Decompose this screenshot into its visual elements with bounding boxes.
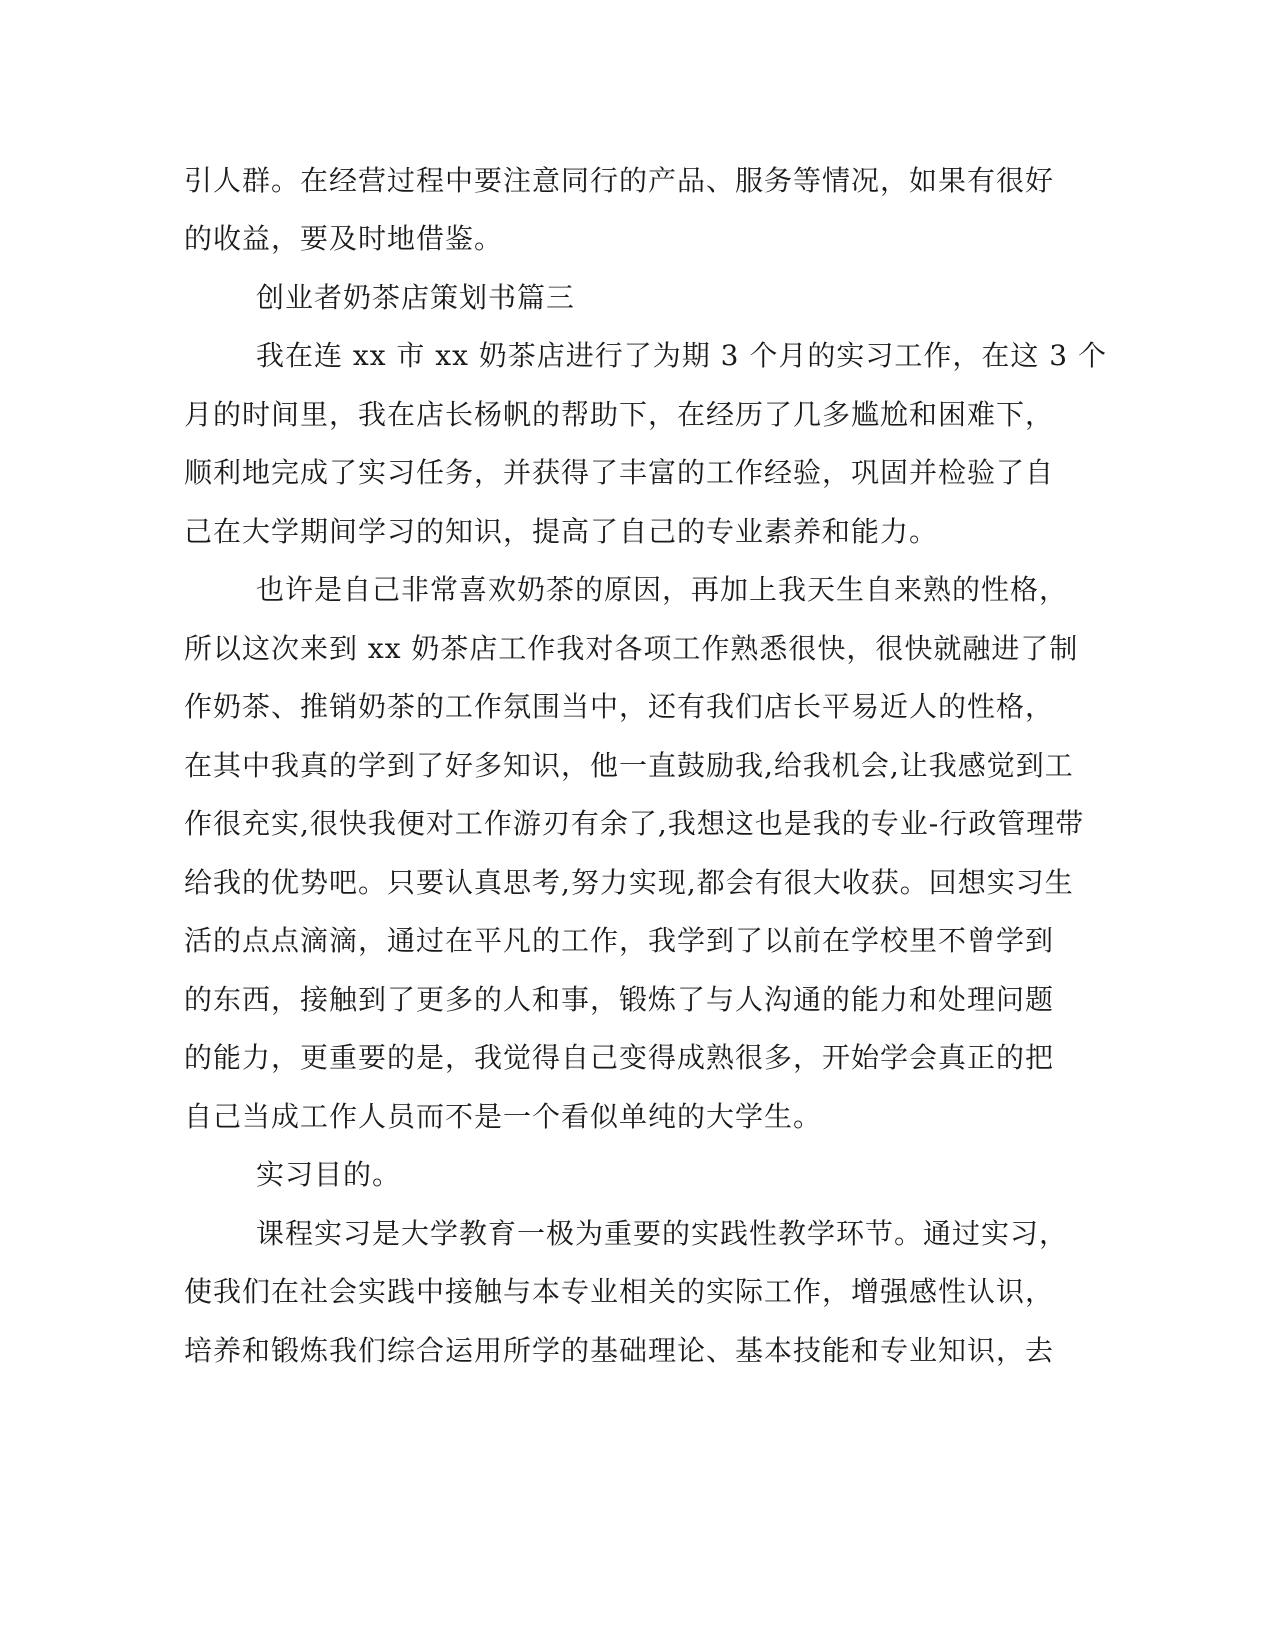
text-line: 作奶茶、推销奶茶的工作氛围当中，还有我们店长平易近人的性格， [184, 690, 1055, 723]
text-line: 的东西，接触到了更多的人和事，锻炼了与人沟通的能力和处理问题 [184, 983, 1055, 1016]
text-line: 培养和锻炼我们综合运用所学的基础理论、基本技能和专业知识，去 [184, 1334, 1055, 1367]
text-line: 所以这次来到 xx 奶茶店工作我对各项工作熟悉很快，很快就融进了制 [184, 632, 1079, 665]
text-line: 引人群。在经营过程中要注意同行的产品、服务等情况，如果有很好 [184, 164, 1055, 197]
text-line: 作很充实,很快我便对工作游刃有余了,我想这也是我的专业-行政管理带 [184, 807, 1085, 840]
text-line: 给我的优势吧。只要认真思考,努力实现,都会有很大收获。回想实习生 [184, 866, 1074, 899]
text-line: 顺利地完成了实习任务，并获得了丰富的工作经验，巩固并检验了自 [184, 456, 1055, 489]
text-line: 也许是自己非常喜欢奶茶的原因，再加上我天生自来熟的性格， [256, 573, 1069, 606]
text-line: 使我们在社会实践中接触与本专业相关的实际工作，增强感性认识， [184, 1275, 1055, 1308]
section-heading: 实习目的。 [256, 1158, 402, 1191]
text-line: 的收益，要及时地借鉴。 [184, 222, 504, 255]
text-line: 自己当成工作人员而不是一个看似单纯的大学生。 [184, 1100, 823, 1133]
text-line: 的能力，更重要的是，我觉得自己变得成熟很多，开始学会真正的把 [184, 1041, 1055, 1074]
text-line: 在其中我真的学到了好多知识，他一直鼓励我,给我机会,让我感觉到工 [184, 749, 1074, 782]
text-line: 己在大学期间学习的知识，提高了自己的专业素养和能力。 [184, 515, 939, 548]
text-line: 课程实习是大学教育一极为重要的实践性教学环节。通过实习， [256, 1217, 1069, 1250]
text-line: 我在连 xx 市 xx 奶茶店进行了为期 3 个月的实习工作，在这 3 个 [256, 339, 1107, 372]
text-line: 月的时间里，我在店长杨帆的帮助下，在经历了几多尴尬和困难下， [184, 398, 1055, 431]
text-line: 活的点点滴滴，通过在平凡的工作，我学到了以前在学校里不曾学到 [184, 924, 1055, 957]
section-heading: 创业者奶茶店策划书篇三 [256, 281, 576, 314]
